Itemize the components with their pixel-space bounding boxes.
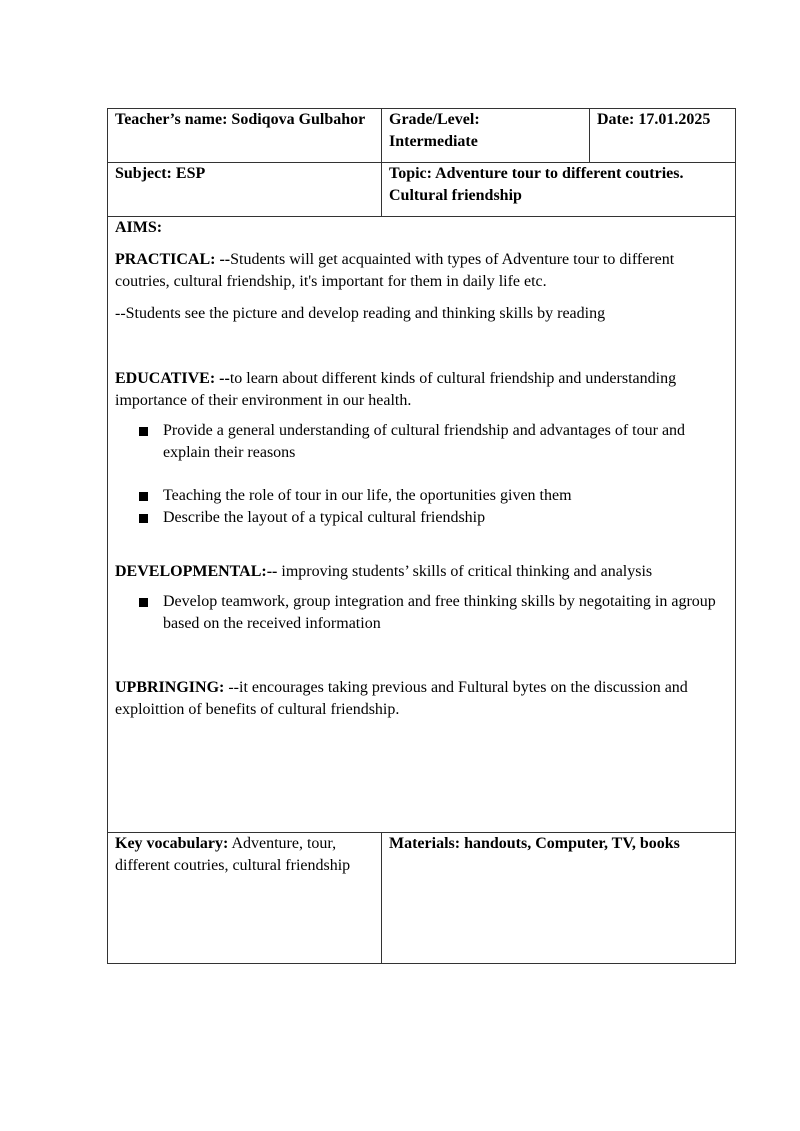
vocabulary-row [108,833,736,964]
practical-paragraph [115,249,729,293]
developmental-label: DEVELOPMENTAL:-- [115,563,278,580]
educative-bullet-list [115,420,729,529]
subject-row [108,163,736,217]
header-row [108,109,736,163]
list-gap [115,464,729,485]
square-bullet-icon [139,598,148,607]
list-item [115,591,729,635]
square-bullet-icon [139,514,148,523]
spacer [115,529,729,561]
practical-text: Students will get acquainted with types of Adventure tour to different coutries, cultural friendship, it's important for them in daily life etc. [115,251,675,290]
spacer [115,635,729,677]
educative-label: EDUCATIVE: -- [115,370,230,387]
square-bullet-icon [139,427,148,436]
list-item-text: Teaching the role of tour in our life, the oportunities given them [163,487,572,504]
materials-cell [382,833,736,964]
subject-cell [108,163,382,217]
list-item-text: Describe the layout of a typical cultural friendship [163,509,486,526]
developmental-bullet-list [115,591,729,635]
developmental-paragraph [115,561,729,583]
date-cell [590,109,736,163]
square-bullet-icon [139,492,148,501]
lesson-plan-table [107,108,736,964]
subject-label: Subject: [115,165,176,182]
date-label: Date: [597,111,639,128]
topic-label: Topic: [389,165,436,182]
subject-value: ESP [175,165,206,182]
topic-cell [382,163,736,217]
upbringing-paragraph [115,677,729,721]
spacer [115,325,729,368]
practical-extra: --Students see the picture and develop reading and thinking skills by reading [115,305,606,322]
materials-value: handouts, Computer, TV, books [464,835,680,852]
teacher-cell [108,109,382,163]
educative-paragraph [115,368,729,412]
vocabulary-cell [108,833,382,964]
vocabulary-label: Key vocabulary: [115,835,229,852]
developmental-text: improving students’ skills of critical thinking and analysis [277,563,653,580]
aims-heading: AIMS: [115,219,163,236]
list-item [115,420,729,464]
vocabulary-value: Adventure, tour, different coutries, cultural friendship [115,835,351,874]
grade-value: Intermediate [389,133,478,150]
teacher-label: Teacher’s name: [115,111,232,128]
list-item [115,507,729,529]
grade-label: Grade/Level: [389,111,480,128]
aims-row [108,217,736,833]
list-item-text: Provide a general understanding of cultural friendship and advantages of tour and explain their reasons [163,422,686,461]
topic-value: Adventure tour to different coutries. Cultural friendship [389,165,684,204]
aims-cell [108,217,736,833]
educative-text: to learn about different kinds of cultural friendship and understanding importance of their environment in our health. [115,370,677,409]
date-value: 17.01.2025 [638,111,711,128]
grade-cell [382,109,590,163]
list-item [115,485,729,507]
materials-label: Materials: [389,835,465,852]
upbringing-label: UPBRINGING: [115,679,225,696]
practical-label: PRACTICAL: -- [115,251,231,268]
teacher-name: Sodiqova Gulbahor [231,111,366,128]
list-item-text: Develop teamwork, group integration and free thinking skills by negotaiting in agroup based on the received information [163,593,716,632]
upbringing-text: --it encourages taking previous and Fultural bytes on the discussion and exploittion of benefits of cultural friendship. [115,679,688,718]
